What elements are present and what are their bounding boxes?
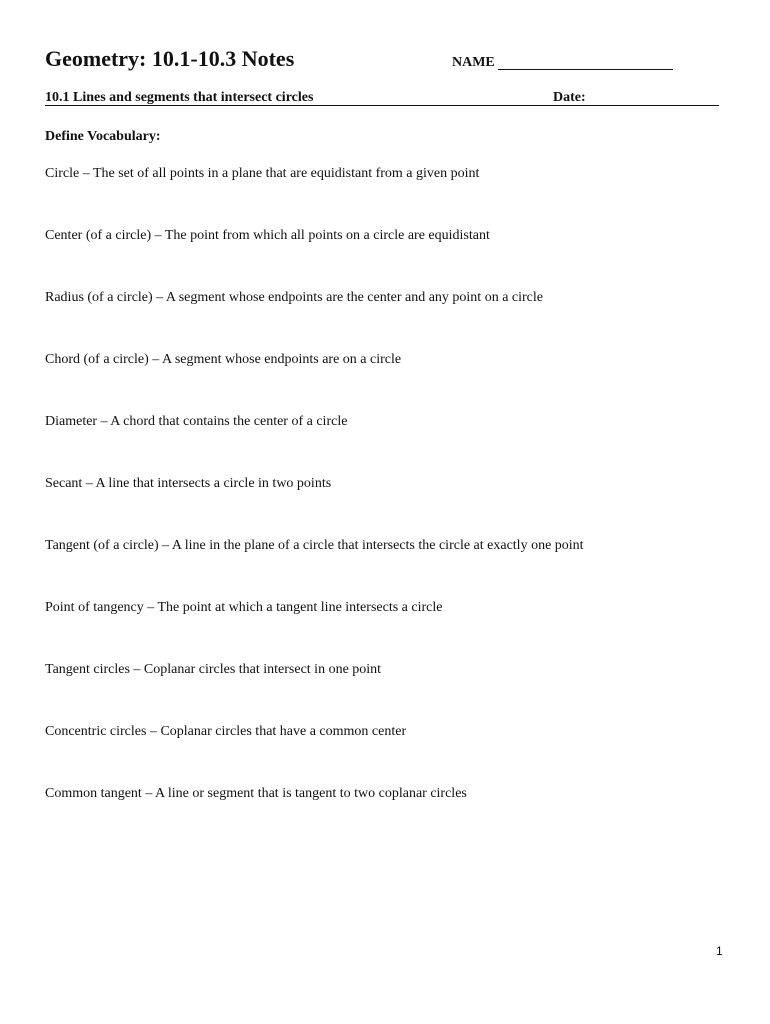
vocab-term-diameter: Diameter – A chord that contains the center of a circle	[45, 414, 348, 429]
name-label: NAME	[452, 55, 495, 70]
section-underline	[45, 105, 719, 106]
vocabulary-heading: Define Vocabulary:	[45, 129, 161, 144]
vocab-term-tangent: Tangent (of a circle) – A line in the plane of a circle that intersects the circle at exactly one point	[45, 538, 584, 553]
vocab-term-concentric-circles: Concentric circles – Coplanar circles that have a common center	[45, 724, 407, 739]
vocab-term-radius: Radius (of a circle) – A segment whose endpoints are the center and any point on a circle	[45, 290, 543, 305]
vocab-term-chord: Chord (of a circle) – A segment whose endpoints are on a circle	[45, 352, 402, 367]
date-label: Date:	[553, 90, 586, 105]
page-title: Geometry: 10.1-10.3 Notes	[45, 46, 295, 71]
vocab-term-circle: Circle – The set of all points in a plane that are equidistant from a given point	[45, 166, 480, 181]
vocab-term-common-tangent: Common tangent – A line or segment that is tangent to two coplanar circles	[45, 786, 467, 801]
vocab-term-secant: Secant – A line that intersects a circle in two points	[45, 476, 332, 491]
vocab-term-center: Center (of a circle) – The point from which all points on a circle are equidistant	[45, 228, 490, 243]
page-number: 1	[716, 944, 723, 958]
section-title: 10.1 Lines and segments that intersect circles	[45, 90, 314, 105]
vocab-term-point-of-tangency: Point of tangency – The point at which a tangent line intersects a circle	[45, 600, 443, 615]
vocab-term-tangent-circles: Tangent circles – Coplanar circles that intersect in one point	[45, 662, 382, 677]
section-heading-row	[45, 90, 719, 108]
name-blank-line	[498, 69, 673, 70]
